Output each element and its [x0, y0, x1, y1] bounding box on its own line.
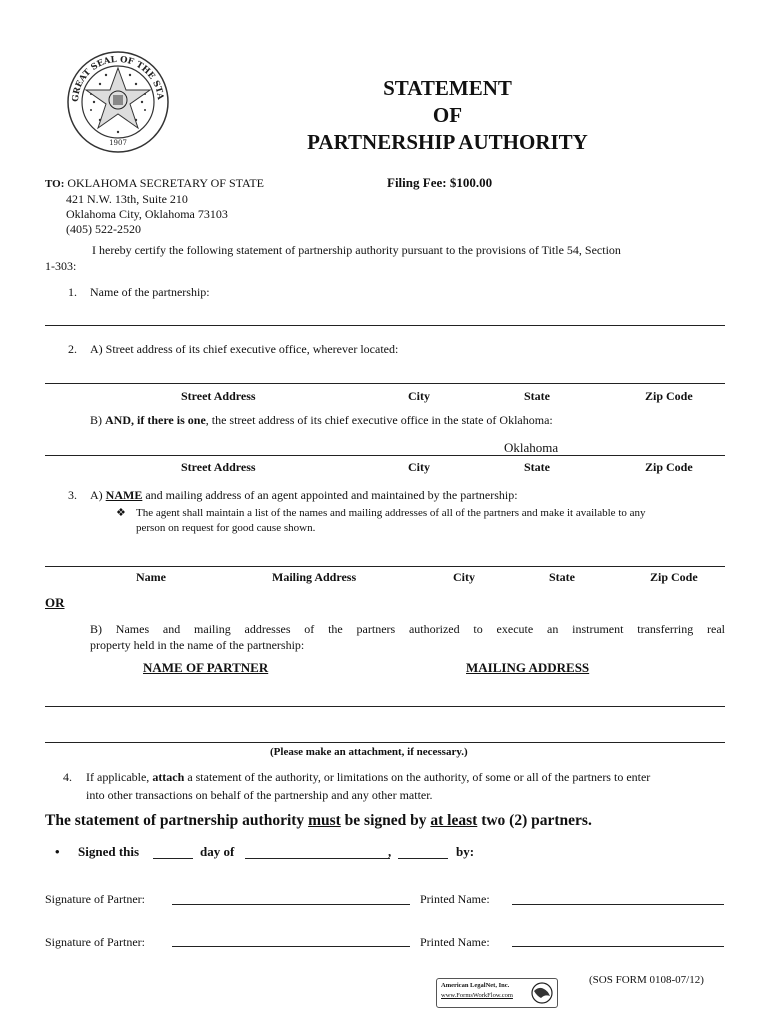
printed-name-label-2: Printed Name:: [420, 935, 490, 949]
attachment-note: (Please make an attachment, if necessary.): [270, 746, 468, 758]
item2b-rest: , the street address of its chief executive office in the state of Oklahoma:: [205, 413, 553, 427]
item3b-line-2: property held in the name of the partnership:: [90, 638, 305, 652]
mailing-address-header: MAILING ADDRESS: [466, 660, 590, 675]
seal-text: GREAT SEAL OF THE STA: [70, 54, 165, 103]
partner-row-1-field[interactable]: [45, 706, 725, 707]
form-number: (SOS FORM 0108-07/12): [589, 974, 704, 986]
title-line-1: STATEMENT: [383, 76, 512, 100]
col-state: State: [524, 389, 550, 403]
seal-year: 1907: [109, 139, 127, 147]
col-mailing-address: Mailing Address: [272, 570, 357, 584]
vendor-line-2: www.FormsWorkFlow.com: [441, 992, 513, 999]
printed-name-field-2[interactable]: [512, 946, 724, 947]
document-title: [290, 75, 605, 156]
exec-office-address-field[interactable]: [45, 383, 725, 384]
item3a-label: [90, 488, 518, 503]
certify-line-2: 1-303:: [45, 259, 77, 273]
signing-statement-atleast: at least: [430, 812, 478, 829]
partnership-name-field[interactable]: [45, 325, 725, 326]
col-city: City: [408, 389, 430, 403]
or-label: OR: [45, 595, 65, 610]
state-seal-image: [66, 50, 170, 154]
col-zip-2: Zip Code: [645, 460, 693, 474]
signature-label-1: Signature of Partner:: [45, 892, 145, 906]
filing-fee: Filing Fee: $100.00: [387, 175, 493, 190]
col-city-3: City: [453, 570, 475, 584]
item4-number: 4.: [63, 770, 72, 784]
item4-rest: a statement of the authority, or limitations on the authority, of some or all of the partners to enter: [187, 770, 651, 784]
item3-bullet-line-1: The agent shall maintain a list of the names and mailing addresses of all of the partners and make it available to any: [136, 507, 646, 519]
printed-name-field-1[interactable]: [512, 904, 724, 905]
item2b-prefix: B): [90, 413, 102, 427]
item4-line-1: [86, 770, 650, 785]
signing-statement-part2: be signed by: [340, 812, 431, 829]
printed-name-label-1: Printed Name:: [420, 892, 490, 906]
partner-row-2-field[interactable]: [45, 742, 725, 743]
item3a-prefix: A): [90, 488, 103, 502]
item1-label: Name of the partnership:: [90, 285, 210, 299]
col-state-3: State: [549, 570, 575, 584]
vendor-line-1: American LegalNet, Inc.: [441, 982, 510, 989]
item3-number: 3.: [68, 488, 77, 502]
signing-statement-must: must: [308, 812, 341, 829]
item2a-label: A) Street address of its chief executive office, wherever located:: [90, 342, 399, 356]
addressee-line-1: OKLAHOMA SECRETARY OF STATE: [67, 176, 265, 190]
item4-prefix: If applicable,: [86, 770, 150, 784]
ok-office-address-field[interactable]: [45, 455, 725, 456]
signed-month-field[interactable]: [245, 858, 390, 859]
item2b-bold: AND, if there is one: [105, 413, 206, 427]
col-street-address: Street Address: [181, 389, 256, 403]
signed-day-field[interactable]: [153, 858, 193, 859]
to-label: TO:: [45, 178, 65, 190]
bullet-diamond-icon: ❖: [116, 507, 126, 519]
signing-statement: [45, 812, 592, 830]
item2b-label: [90, 413, 553, 428]
certify-line-1: I hereby certify the following statement of partnership authority pursuant to the provisions of Title 54, Section: [92, 243, 621, 257]
vendor-logo: [436, 978, 558, 1008]
col-state-2: State: [524, 460, 550, 474]
signature-field-2[interactable]: [172, 946, 410, 947]
signing-statement-part3: two (2) partners.: [477, 812, 592, 829]
item4-line-2: into other transactions on behalf of the partnership and any other matter.: [86, 788, 433, 802]
title-line-3: PARTNERSHIP AUTHORITY: [307, 130, 588, 154]
col-zip-3: Zip Code: [650, 570, 698, 584]
day-of-label: day of: [200, 844, 235, 859]
item3-bullet-line-2: person on request for good cause shown.: [136, 522, 316, 534]
col-zip: Zip Code: [645, 389, 693, 403]
signed-year-field[interactable]: [398, 858, 448, 859]
ok-state-value: Oklahoma: [504, 440, 559, 455]
item3a-rest: and mailing address of an agent appointed and maintained by the partnership:: [142, 488, 518, 502]
item4-bold: attach: [152, 770, 185, 784]
signed-this-label: Signed this: [78, 844, 140, 859]
col-street-address-2: Street Address: [181, 460, 256, 474]
addressee-line-3: Oklahoma City, Oklahoma 73103: [66, 207, 228, 221]
signature-field-1[interactable]: [172, 904, 410, 905]
by-label: by:: [456, 844, 475, 859]
item1-number: 1.: [68, 285, 77, 299]
addressee-block: [45, 176, 264, 237]
date-comma: ,: [388, 844, 392, 859]
agent-address-field[interactable]: [45, 566, 725, 567]
signature-label-2: Signature of Partner:: [45, 935, 145, 949]
item3a-bold: NAME: [105, 488, 143, 502]
addressee-line-2: 421 N.W. 13th, Suite 210: [66, 192, 188, 206]
vendor-globe-icon: [531, 982, 553, 1004]
item2-number: 2.: [68, 342, 77, 356]
item3b-line-1: B) Names and mailing addresses of the partners authorized to execute an instrument transferring real: [90, 622, 725, 636]
name-of-partner-header: NAME OF PARTNER: [143, 660, 269, 675]
signing-statement-part1: The statement of partnership authority: [45, 812, 309, 829]
col-city-2: City: [408, 460, 430, 474]
bullet-dot-icon: •: [55, 844, 60, 859]
addressee-line-4: (405) 522-2520: [66, 222, 141, 236]
col-name: Name: [136, 570, 166, 584]
title-line-2: OF: [432, 103, 463, 127]
